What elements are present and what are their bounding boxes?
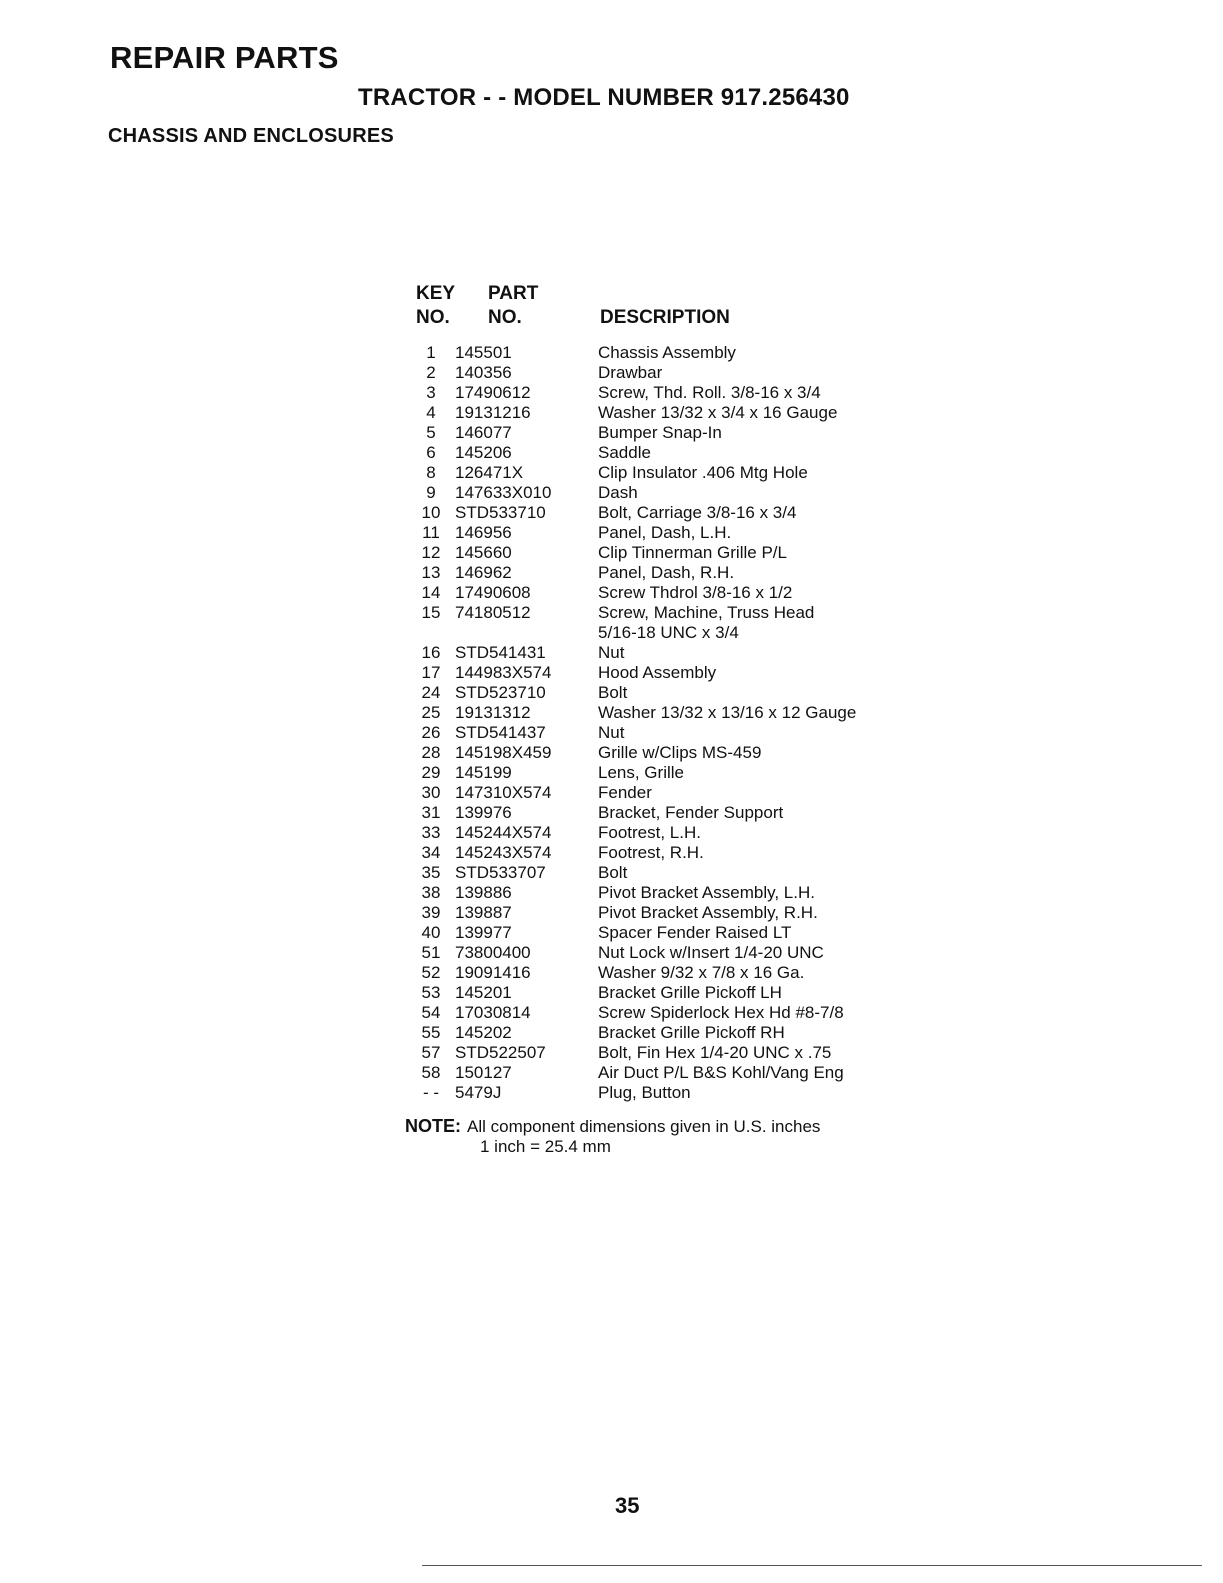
table-row <box>412 643 856 663</box>
table-row <box>412 403 856 423</box>
part-no-cell: 146962 <box>455 563 512 582</box>
parts-table <box>412 283 856 1103</box>
key-no-cell: 53 <box>421 983 441 1002</box>
description-cell: Dash <box>598 483 638 502</box>
bottom-rule <box>422 1565 1202 1566</box>
table-row <box>412 883 856 903</box>
key-no-cell: 9 <box>426 483 436 502</box>
part-no-cell: 139977 <box>455 923 512 942</box>
part-no-cell: 150127 <box>455 1063 512 1082</box>
dimensions-note <box>405 1116 820 1157</box>
description-cell: Chassis Assembly <box>598 343 736 362</box>
part-no-cell: STD541431 <box>455 643 546 662</box>
key-no-cell: 52 <box>421 963 441 982</box>
note-line2: 1 inch = 25.4 mm <box>480 1137 611 1156</box>
table-row <box>412 863 856 883</box>
key-no-cell: 15 <box>421 603 441 622</box>
table-row <box>412 603 856 643</box>
key-no-cell: 24 <box>421 683 441 702</box>
key-no-cell: 51 <box>421 943 441 962</box>
part-no-cell: 73800400 <box>455 943 531 962</box>
part-no-cell: 17490612 <box>455 383 531 402</box>
description-cell: Bolt, Fin Hex 1/4-20 UNC x .75 <box>598 1043 832 1062</box>
key-no-cell: 1 <box>426 343 436 362</box>
table-row <box>412 683 856 703</box>
key-no-cell: 55 <box>421 1023 441 1042</box>
table-row <box>412 523 856 543</box>
table-row <box>412 1043 856 1063</box>
part-no-cell: 147633X010 <box>455 483 552 502</box>
part-no-header-line1: PART <box>488 283 539 304</box>
description-cell: Plug, Button <box>598 1083 691 1102</box>
description-cell: Screw Thdrol 3/8-16 x 1/2 <box>598 583 793 602</box>
table-row <box>412 1003 856 1023</box>
table-row <box>412 563 856 583</box>
description-cell: Washer 9/32 x 7/8 x 16 Ga. <box>598 963 805 982</box>
note-label: NOTE: <box>405 1116 461 1136</box>
description-cell: Footrest, L.H. <box>598 823 701 842</box>
table-row <box>412 1023 856 1043</box>
description-cell: Nut <box>598 643 625 662</box>
description-cell: Bumper Snap-In <box>598 423 722 442</box>
note-line1: All component dimensions given in U.S. inches <box>467 1117 821 1136</box>
section-title: CHASSIS AND ENCLOSURES <box>108 125 394 147</box>
key-no-cell: 39 <box>421 903 441 922</box>
key-no-cell: 35 <box>421 863 441 882</box>
table-row <box>412 783 856 803</box>
part-no-cell: STD522507 <box>455 1043 546 1062</box>
table-row <box>412 1083 856 1103</box>
table-row <box>412 343 856 363</box>
key-no-cell: 25 <box>421 703 441 722</box>
key-no-cell: 14 <box>421 583 441 602</box>
part-no-cell: 145206 <box>455 443 512 462</box>
key-no-cell: 5 <box>426 423 436 442</box>
part-no-cell: 145244X574 <box>455 823 552 842</box>
key-no-header-line2: NO. <box>416 307 450 328</box>
key-no-cell: 30 <box>421 783 441 802</box>
part-no-cell: 5479J <box>455 1083 502 1102</box>
table-row <box>412 503 856 523</box>
key-no-cell: 58 <box>421 1063 441 1082</box>
model-subtitle: TRACTOR - - MODEL NUMBER 917.256430 <box>358 84 850 111</box>
description-cell: Pivot Bracket Assembly, R.H. <box>598 903 818 922</box>
key-no-cell: 8 <box>426 463 436 482</box>
part-no-cell: 19091416 <box>455 963 531 982</box>
description-cell: Screw, Machine, Truss Head 5/16-18 UNC x 3/4 <box>598 603 815 642</box>
table-row <box>412 743 856 763</box>
key-no-cell: 29 <box>421 763 441 782</box>
table-row <box>412 443 856 463</box>
table-row <box>412 903 856 923</box>
description-cell: Nut Lock w/Insert 1/4-20 UNC <box>598 943 824 962</box>
part-no-cell: 126471X <box>455 463 524 482</box>
part-no-cell: STD523710 <box>455 683 546 702</box>
description-cell: Clip Insulator .406 Mtg Hole <box>598 463 808 482</box>
part-no-cell: 144983X574 <box>455 663 552 682</box>
description-cell: Washer 13/32 x 13/16 x 12 Gauge <box>598 703 857 722</box>
part-no-cell: 139887 <box>455 903 512 922</box>
part-no-cell: STD533710 <box>455 503 546 522</box>
part-no-cell: 145660 <box>455 543 512 562</box>
table-row <box>412 463 856 483</box>
description-cell: Drawbar <box>598 363 663 382</box>
key-no-cell: 26 <box>421 723 441 742</box>
table-row <box>412 823 856 843</box>
description-cell: Bolt <box>598 863 628 882</box>
part-no-cell: 17030814 <box>455 1003 531 1022</box>
description-cell: Air Duct P/L B&S Kohl/Vang Eng <box>598 1063 844 1082</box>
part-no-cell: 145243X574 <box>455 843 552 862</box>
key-no-cell: 40 <box>421 923 441 942</box>
table-row <box>412 923 856 943</box>
description-cell: Bracket Grille Pickoff RH <box>598 1023 785 1042</box>
part-no-header-line2: NO. <box>488 307 522 328</box>
key-no-cell: 34 <box>421 843 441 862</box>
key-no-cell: 31 <box>421 803 441 822</box>
description-cell: Grille w/Clips MS-459 <box>598 743 762 762</box>
part-no-cell: 145501 <box>455 343 512 362</box>
key-no-cell: 57 <box>421 1043 441 1062</box>
description-cell: Hood Assembly <box>598 663 717 682</box>
description-cell: Bolt, Carriage 3/8-16 x 3/4 <box>598 503 797 522</box>
key-no-cell: 13 <box>421 563 441 582</box>
key-no-cell: - - <box>422 1083 440 1102</box>
part-no-cell: 145199 <box>455 763 512 782</box>
description-cell: Fender <box>598 783 652 802</box>
key-no-cell: 3 <box>426 383 436 402</box>
table-row <box>412 663 856 683</box>
description-cell: Lens, Grille <box>598 763 684 782</box>
table-row <box>412 803 856 823</box>
table-row <box>412 703 856 723</box>
page-number: 35 <box>615 1493 640 1518</box>
page-title: REPAIR PARTS <box>110 40 339 75</box>
table-row <box>412 383 856 403</box>
table-row <box>412 363 856 383</box>
part-no-cell: STD533707 <box>455 863 546 882</box>
description-cell: Clip Tinnerman Grille P/L <box>598 543 787 562</box>
parts-table-body <box>412 343 856 1103</box>
key-no-header-line1: KEY <box>416 283 456 304</box>
description-cell: Bolt <box>598 683 628 702</box>
table-row <box>412 483 856 503</box>
description-cell: Bracket Grille Pickoff LH <box>598 983 782 1002</box>
description-cell: Spacer Fender Raised LT <box>598 923 792 942</box>
key-no-cell: 12 <box>421 543 441 562</box>
table-row <box>412 1063 856 1083</box>
description-cell: Footrest, R.H. <box>598 843 704 862</box>
key-no-cell: 33 <box>421 823 441 842</box>
description-cell: Bracket, Fender Support <box>598 803 784 822</box>
description-cell: Panel, Dash, L.H. <box>598 523 732 542</box>
description-header: DESCRIPTION <box>600 307 730 328</box>
key-no-cell: 4 <box>426 403 436 422</box>
key-no-cell: 6 <box>426 443 436 462</box>
table-row <box>412 763 856 783</box>
key-no-cell: 11 <box>422 523 440 542</box>
key-no-cell: 10 <box>421 503 441 522</box>
description-cell: Screw Spiderlock Hex Hd #8-7/8 <box>598 1003 844 1022</box>
part-no-cell: 19131216 <box>455 403 531 422</box>
table-row <box>412 943 856 963</box>
part-no-cell: 146077 <box>455 423 512 442</box>
table-row <box>412 843 856 863</box>
part-no-cell: STD541437 <box>455 723 546 742</box>
part-no-cell: 145198X459 <box>455 743 552 762</box>
table-row <box>412 983 856 1003</box>
part-no-cell: 139976 <box>455 803 512 822</box>
part-no-cell: 146956 <box>455 523 512 542</box>
table-row <box>412 583 856 603</box>
description-cell: Screw, Thd. Roll. 3/8-16 x 3/4 <box>598 383 821 402</box>
part-no-cell: 145202 <box>455 1023 512 1042</box>
part-no-cell: 17490608 <box>455 583 531 602</box>
key-no-cell: 28 <box>421 743 441 762</box>
description-cell: Panel, Dash, R.H. <box>598 563 735 582</box>
part-no-cell: 139886 <box>455 883 512 902</box>
description-cell: Washer 13/32 x 3/4 x 16 Gauge <box>598 403 838 422</box>
key-no-cell: 38 <box>421 883 441 902</box>
description-cell: Pivot Bracket Assembly, L.H. <box>598 883 815 902</box>
description-cell: Nut <box>598 723 625 742</box>
key-no-cell: 54 <box>421 1003 441 1022</box>
part-no-cell: 147310X574 <box>455 783 552 802</box>
table-row <box>412 723 856 743</box>
part-no-cell: 140356 <box>455 363 512 382</box>
part-no-cell: 19131312 <box>455 703 531 722</box>
table-row <box>412 543 856 563</box>
description-cell: Saddle <box>598 443 651 462</box>
table-row <box>412 963 856 983</box>
key-no-cell: 17 <box>421 663 441 682</box>
part-no-cell: 74180512 <box>455 603 531 622</box>
part-no-cell: 145201 <box>455 983 512 1002</box>
parts-table-header <box>412 283 856 343</box>
key-no-cell: 16 <box>421 643 441 662</box>
key-no-cell: 2 <box>426 363 436 382</box>
table-row <box>412 423 856 443</box>
